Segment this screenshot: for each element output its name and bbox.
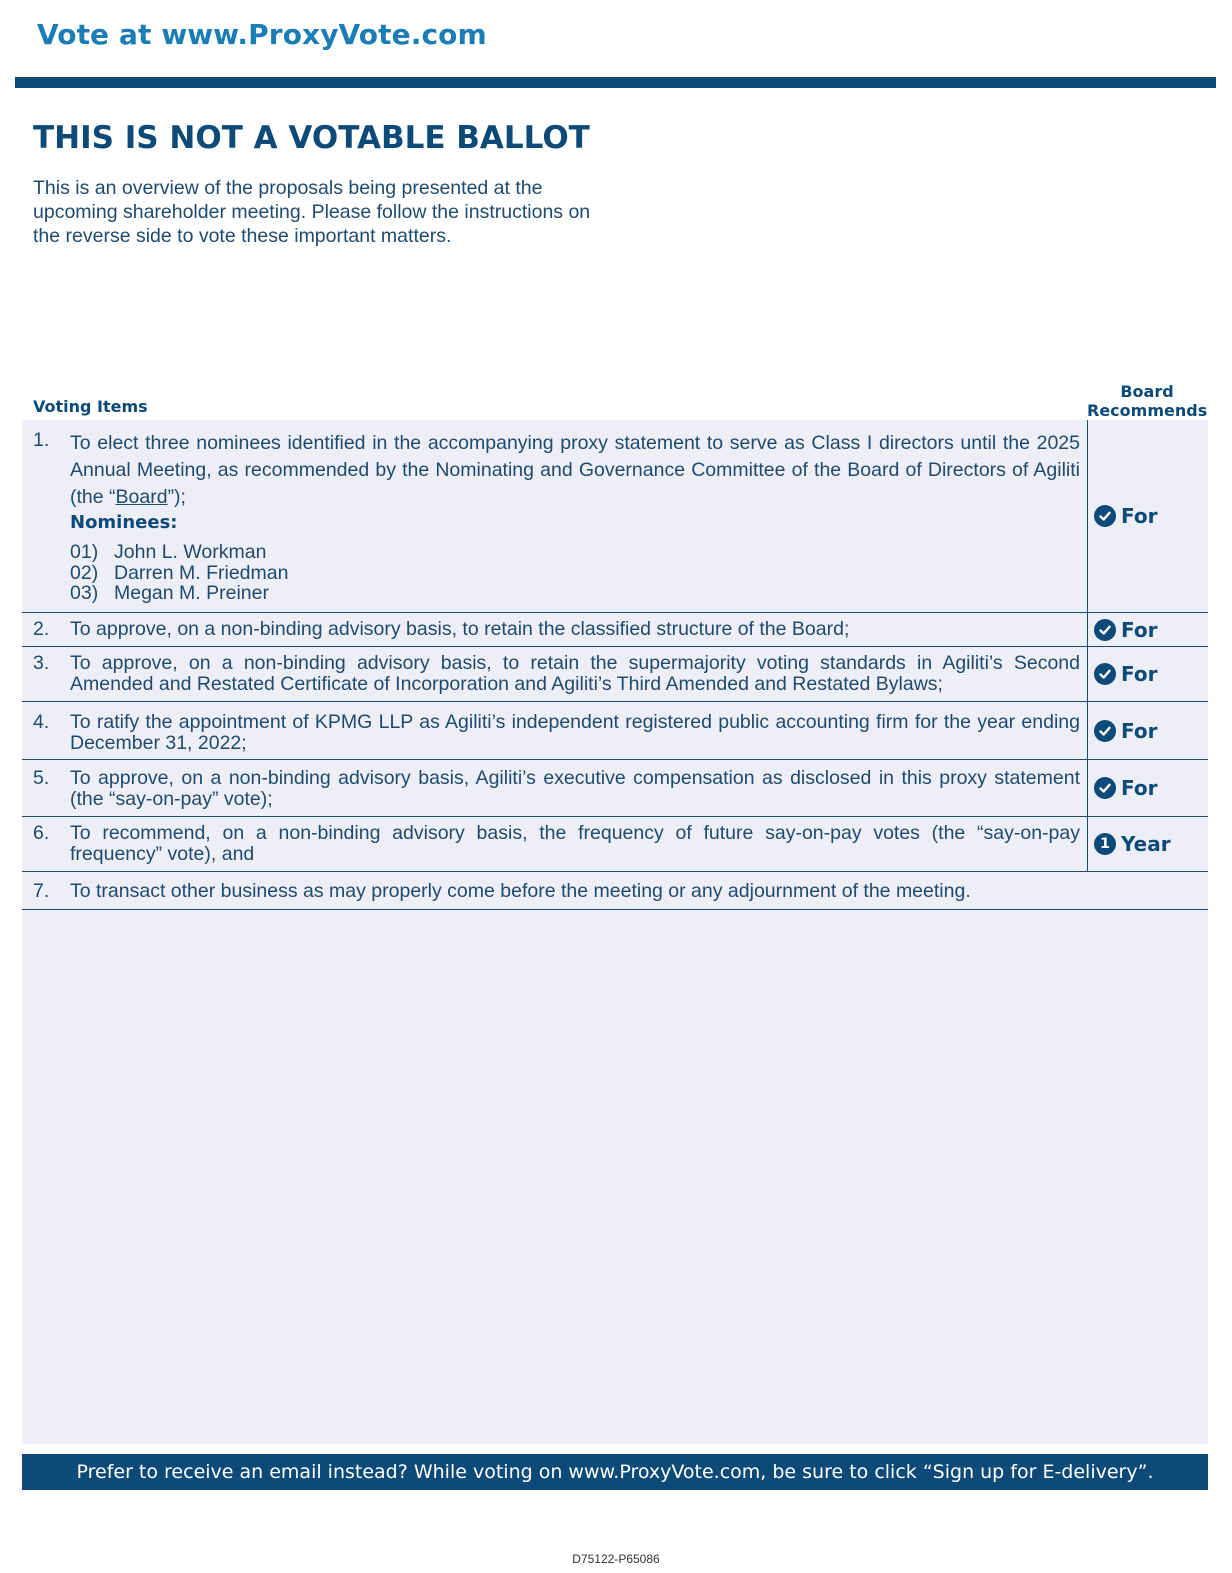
voting-item-5 [22,760,1208,817]
checkmark-icon [1094,505,1116,527]
nominee-number: 01) [70,541,99,563]
item-text: To approve, on a non-binding advisory basis, to retain the classified structure of the Board; [70,618,850,640]
voting-item-3 [22,647,1208,702]
recommendation-label: Year [1121,832,1171,856]
checkmark-icon [1094,619,1116,641]
recommendation-cell [1087,760,1208,816]
nominee-name: Megan M. Preiner [114,582,269,604]
recommendation-label: For [1121,662,1158,686]
recommendation-cell [1087,647,1208,701]
item-number: 1. [33,429,50,451]
item-number: 2. [33,618,50,640]
item-number: 6. [33,822,50,844]
board-recommends-header [1087,382,1207,420]
recommendation-label: For [1121,504,1158,528]
voting-item-1 [22,420,1208,613]
ballot-title: THIS IS NOT A VOTABLE BALLOT [33,120,590,156]
nominee-number: 03) [70,582,99,604]
recommendation-label: For [1121,617,1158,642]
nominee-name: John L. Workman [114,541,267,563]
board-header-line2: Recommends [1087,401,1208,420]
header-title: Vote at www.ProxyVote.com [37,18,487,51]
checkmark-icon [1094,663,1116,685]
nominee-name: Darren M. Friedman [114,562,289,584]
number-one-icon: 1 [1094,833,1116,855]
item-text: To recommend, on a non-binding advisory basis, the frequency of future say-on-pay votes (the “say-on-pay frequency” vote), and [70,822,1080,865]
nominees-label: Nominees: [70,512,178,533]
checkmark-icon [1094,777,1116,799]
item-text [70,430,1080,511]
item-number: 3. [33,652,50,674]
board-header-line1: Board [1120,382,1174,401]
recommendation-label: For [1121,776,1158,800]
item-number: 5. [33,767,50,789]
nominee-item [70,583,269,604]
recommendation-cell [1087,702,1208,759]
voting-item-2 [22,613,1208,647]
nominee-item [70,563,288,584]
item-text-part: To elect three nominees identified in the accompanying proxy statement to serve as Class I directors until the 2025 Annual Meeting, as recommended by the Nominating and Governance Committee of the Board of Directors of Agiliti (the “ [70,432,1080,508]
item-number: 4. [33,711,50,733]
voting-item-6 [22,817,1208,872]
board-term: Board [115,486,168,508]
item-text: To approve, on a non-binding advisory basis, Agiliti’s executive compensation as disclosed in this proxy statement (the “say-on-pay” vote); [70,767,1080,810]
voting-items-panel [22,420,1208,1444]
intro-text: This is an overview of the proposals being presented at the upcoming shareholder meeting. Please follow the instructions on the reverse side to vote these important matters. [33,177,591,247]
checkmark-icon [1094,720,1116,742]
voting-item-4 [22,702,1208,760]
item-number: 7. [33,880,50,902]
recommendation-cell [1087,817,1208,871]
edelivery-banner: Prefer to receive an email instead? While voting on www.ProxyVote.com, be sure to click “Sign up for E-delivery”. [22,1454,1208,1490]
item-text-part: ”); [167,486,186,508]
nominee-number: 02) [70,562,99,584]
document-code: D75122-P65086 [572,1552,660,1566]
item-text: To approve, on a non-binding advisory basis, to retain the supermajority voting standards in Agiliti’s Second Amended and Restated Certificate of Incorporation and Agiliti’s Third Amended and Restated Bylaws; [70,652,1080,695]
item-text: To transact other business as may properly come before the meeting or any adjournment of the meeting. [70,880,971,902]
voting-items-header: Voting Items [33,397,148,416]
recommendation-label: For [1121,718,1158,743]
item-text: To ratify the appointment of KPMG LLP as Agiliti’s independent registered public accounting firm for the year ending December 31, 2022; [70,711,1080,754]
recommendation-cell [1087,420,1208,612]
recommendation-cell [1087,613,1208,646]
header-divider [15,77,1216,88]
voting-item-7 [22,872,1208,910]
nominee-item [70,542,266,563]
